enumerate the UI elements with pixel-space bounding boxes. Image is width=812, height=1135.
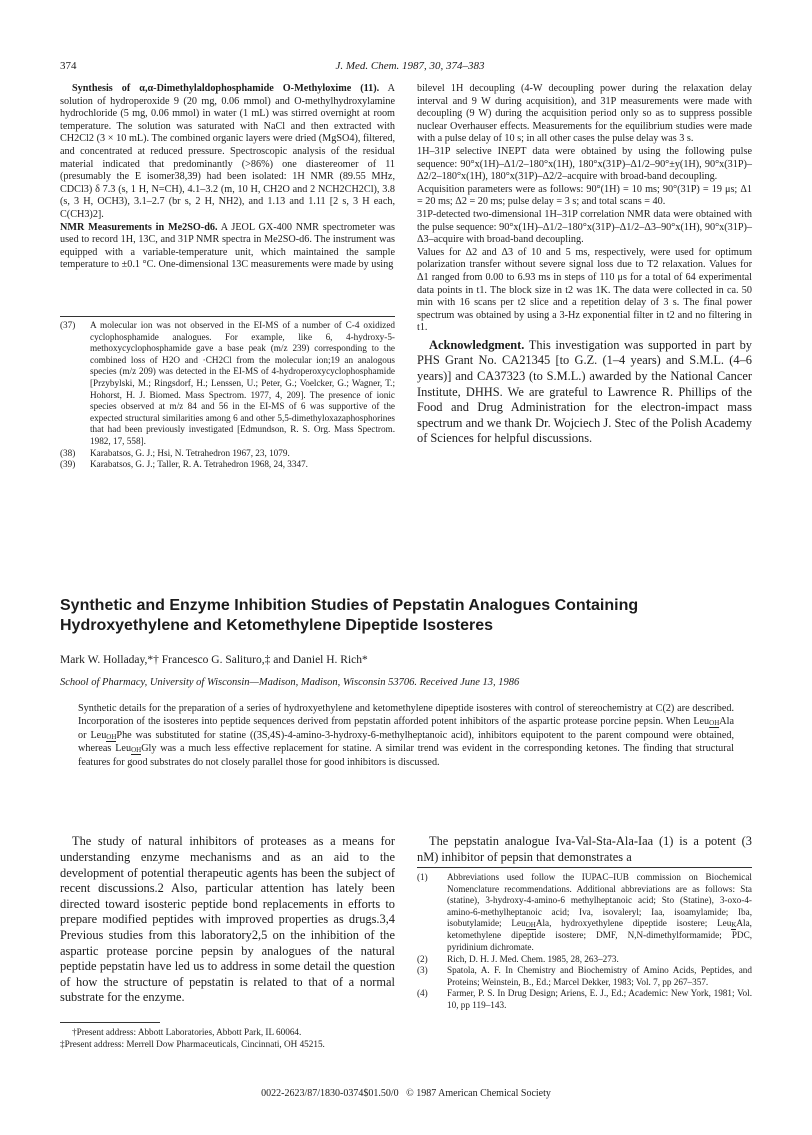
intro-continuation: The pepstatin analogue Iva-Val-Sta-Ala-Iaa (1) is a potent (3 nM) inhibitor of pepsin that demonstrates a: [417, 834, 752, 864]
author-footnotes: [60, 1027, 395, 1050]
article-authors: Mark W. Holladay,*† Francesco G. Salituro,‡ and Daniel H. Rich*: [60, 654, 368, 666]
decoupling-paragraph: bilevel 1H decoupling (4-W decoupling power during the relaxation delay interval and 9 W during acquisition), and 31P measurements were made with decoupling (9 W) during the acquisition period only so as to suppress possible nuclear Overhauser effects. Measurements for the equilibrium studies were made with a pulse delay of 10 s; in all other cases the pulse delay was 3 s.: [417, 83, 752, 145]
reference-39: (39) Karabatsos, G. J.; Taller, R. A. Tetrahedron 1968, 24, 3347.: [60, 459, 308, 470]
synthesis-heading: Synthesis of α,α-Dimethylaldophosphamide O-Methyloxime (11).: [72, 83, 380, 94]
reference-37: (37) A molecular ion was not observed in the EI-MS of a number of C-4 oxidized cyclophosphamide analogues. For example, like 6, 4-hydroxy-5-methoxycyclophosphamide gave a base peak (m/z 239) corresponding to the combined loss of H2O and ·CH2Cl from the molecular ion;19 an analogous species (m/z 209) was detected in the EI-MS of 4-hydroperoxycyclophosphamide [Przybylski, M.; Ringsdorf, H.; Lenssen, U.; Peter, G.; Voelcker, G.; Wagner, T.; Hohorst, H. J. Biomed. Mass Spectrom. 1977, 4, 209]. The presence of ionic species observed at m/z 84 and 56 in the EI-MS of 6 was supportive of the expected structural similarities among 6 and other 5,5-dimethyloxazaphosphorines that had been previously investigated [Edmundson, R. S. Org. Mass Spectrom. 1982, 17, 558].: [60, 320, 395, 446]
footnote-divider-right: [417, 867, 752, 868]
correlation-paragraph: 31P-detected two-dimensional 1H–31P correlation NMR data were obtained with the pulse sequence: 90°x(1H)–Δ1/2–180°x(31P)–Δ1/2–Δ3–90°x(1H), 90°x(31P)–Δ3–acquire with broad-band decoupling.: [417, 208, 752, 246]
values-paragraph: Values for Δ2 and Δ3 of 10 and 5 ms, respectively, were used for optimum polarization transfer without severe signal loss due to T2 relaxation. Values for Δ1 ranged from 0.00 to 6.93 ms in steps of 110 μs for a total of 64 experimental data points in t1. The block size in t2 was 1K. The data were collected in ca. 50 min with 16 scans per t2 slice and a repetition delay of 3 s. The final power spectrum was obtained by using a 3-Hz exponential filter in t2 and no filtering in t1.: [417, 246, 752, 334]
page-footer: 0022-2623/87/1830-0374$01.50/0 © 1987 American Chemical Society: [261, 1088, 551, 1099]
article-affiliation: School of Pharmacy, University of Wisconsin—Madison, Madison, Wisconsin 53706. Received June 13, 1986: [60, 677, 520, 688]
footnote-2: (2) Rich, D. H. J. Med. Chem. 1985, 28, 263–273.: [417, 953, 619, 964]
intro-right-column: [417, 822, 752, 878]
acknowledgment-paragraph: [417, 338, 752, 447]
footnote-dagger: †Present address: Abbott Laboratories, Abbott Park, IL 60064.: [72, 1027, 302, 1037]
nmr-text: A JEOL GX-400 NMR spectrometer was used to record 1H, 13C, and 31P NMR spectra in Me2SO-d6. The instrument was equipped with a variable-temperature unit, which maintained the sample temperature to ±0.1 °C. One-dimensional 13C measurements were made by using: [60, 221, 396, 271]
intro-left-column: [60, 822, 395, 1018]
running-head: J. Med. Chem. 1987, 30, 374–383: [335, 60, 485, 72]
right-column-top: [417, 83, 752, 459]
acquisition-paragraph: Acquisition parameters were as follows: 90°(1H) = 10 ms; 90°(31P) = 19 μs; Δ1 = 20 ms; Δ2 = 20 ms; pulse delay = 3 s; and total scans = 40.: [417, 183, 752, 208]
abstract: Synthetic details for the preparation of a series of hydroxyethylene and ketomethylene dipeptide isosteres with control of stereochemistry at C(2) are described. Incorporation of the isosteres into peptide sequences derived from pepstatin afforded potent inhibitors of the aspartic protease porcine pepsin. When Leu OH Ala or Leu OH Phe was substituted for statine ((3S,4S)-4-amino-3-hydroxy-6-methylheptanoic acid), inhibitors equipotent to the parent compound were obtained, whereas Leu OH Gly was a much less effective replacement for statine. A similar trend was evident in the corresponding ketones. The finding that structural features for good substrates do not closely parallel those for good inhibitors is discussed.: [78, 703, 735, 768]
synthesis-text: A solution of hydroperoxide 9 (20 mg, 0.06 mmol) and O-methylhydroxylamine hydrochloride (5 mg, 0.06 mmol) in water (1 mL) was stirred overnight at room temperature. The solution was saturated with NaCl and then extracted with CH2Cl2 (3 × 10 mL). The combined organic layers were dried (MgSO4), filtered, and concentrated at reduced pressure. Spectroscopic analysis of the residual material indicated that predominantly (>86%) one diastereomer of 11 (presumably the E isomer38,39) had been isolated: 1H NMR (89.55 MHz, CDCl3) δ 7.3 (s, 1 H, N=CH), 4.1–3.2 (m, 10 H, CH2O and 2 NCH2CH2Cl), 3.8 (s, 3 H, OCH3), 3.1–2.7 (br s, 2 H, NH2), and 1.13 and 1.11 [2 s, 3 H each, C(CH3)2].: [60, 83, 395, 220]
left-column-top: [60, 83, 395, 272]
page-number: 374: [60, 60, 77, 72]
right-footnotes: [417, 872, 752, 1012]
footnote-3: (3) Spatola, A. F. In Chemistry and Biochemistry of Amino Acids, Peptides, and Proteins; Weinstein, B., Ed.; Marcel Dekker, 1983; Vol. 7, pp 267–357.: [417, 965, 752, 987]
inept-paragraph: 1H–31P selective INEPT data were obtained by using the following pulse sequence: 90°x(1H)–Δ1/2–180°x(1H), 180°x(31P)–Δ1/2–90°±y(1H), 90°x(31P)–Δ2/2–180°x(1H), 180°x(31P)–Δ2/2–acquire with broad-band decoupling.: [417, 145, 752, 183]
footnote-double-dagger: ‡Present address: Merrell Dow Pharmaceuticals, Cincinnati, OH 45215.: [60, 1038, 325, 1049]
intro-paragraph: The study of natural inhibitors of proteases as a means for understanding enzyme mechanisms and as an aid to the development of potential therapeutic agents has been the subject of recent discussions.2 Also, particular attention has lately been directed toward isosteric peptide bond replacements in efforts to prepare modified peptides with improved properties as drugs.3,4 Previous studies from this laboratory2,5 on the inhibition of the aspartic protease porcine pepsin by analogues of the natural peptide pepstatin have led us to address in some detail the question of how the structure of pepstatin is related to that of a normal substrate for the enzyme.: [60, 834, 395, 1005]
nmr-heading: NMR Measurements in Me2SO-d6.: [60, 221, 218, 233]
reference-38: (38) Karabatsos, G. J.; Hsi, N. Tetrahedron 1967, 23, 1079.: [60, 447, 290, 458]
acknowledgment-text: This investigation was supported in part by PHS Grant No. CA21345 [to G.Z. (1–4 years) and S.M.L. (4–6 years)] and CA37323 (to S.M.L.) awarded by the National Cancer Institute, DHHS. We are grateful to Lawrence R. Phillips of the Food and Drug Administration for the electron-impact mass spectrum and we thank Dr. Wojciech J. Stec of the Polish Academy of Sciences for helpful discussions.: [417, 337, 752, 446]
acknowledgment-heading: Acknowledgment.: [429, 337, 525, 352]
footnote-divider-left: [60, 1022, 160, 1023]
left-references: [60, 320, 395, 471]
article-title: Synthetic and Enzyme Inhibition Studies of Pepstatin Analogues Containing Hydroxyethylene and Ketomethylene Dipeptide Isosteres: [60, 597, 639, 634]
references-divider: [60, 316, 395, 317]
footnote-1: (1) Abbreviations used follow the IUPAC–IUB commission on Biochemical Nomenclature recommendations. Additional abbreviations are as follows: Sta (statine), 3-hydroxy-4-amino-6 methylheptanoic acid; Sto (Statine), 3-oxo-4-amino-6-methylheptanoic acid; Iva, isovaleryl; Iaa, isoamylamide; Iba, isobutylamide; Leu OH Ala, hydroxyethylene dipeptide isostere; Leu K Ala, ketomethylene dipeptide isostere; DMF, N,N-dimethylformamide; PDC, pyridinium dichromate.: [417, 872, 752, 952]
synthesis-paragraph: [60, 83, 395, 222]
nmr-paragraph: [60, 222, 395, 272]
footnote-4: (4) Farmer, P. S. In Drug Design; Ariens, E. J., Ed.; Academic: New York, 1981; Vol. 10, pp 119–143.: [417, 988, 752, 1010]
